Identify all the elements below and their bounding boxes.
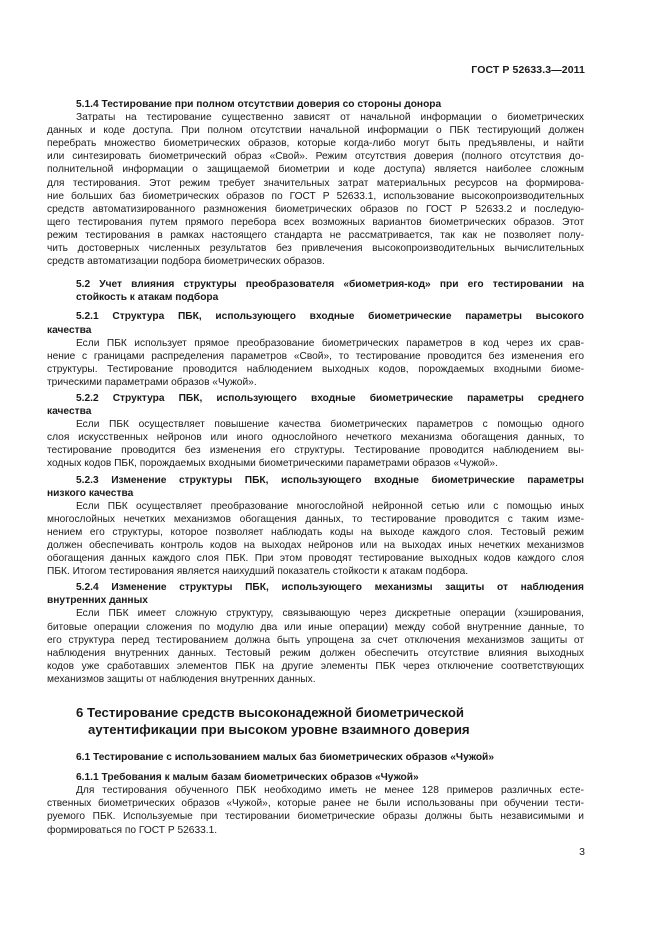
section-heading — [47, 392, 584, 418]
text-line: должен обеспечивать контроль кодов на выходах нейронов или на выходах иных нечетких механизмов — [47, 540, 584, 551]
text-line: средств автоматизированного размножения биометрических образов по ГОСТ Р 52633.2 и последую- — [47, 203, 584, 215]
section-body — [47, 607, 584, 686]
text-line: обогащения данных каждого слоя ПБК. При этом проводят тестирование выходных кодов каждого слоя — [47, 553, 584, 565]
document-header: ГОСТ Р 52633.3—2011 — [471, 64, 585, 76]
section-6-1 — [76, 751, 584, 764]
text-line: средств автоматизации подбора биометрических образов. — [47, 256, 325, 268]
section-heading: 5.1.4 Тестирование при полном отсутствии доверия со стороны донора — [76, 99, 442, 110]
section-5-2-4 — [47, 581, 584, 686]
section-6-1-1 — [47, 771, 584, 836]
section-6 — [76, 705, 584, 738]
text-line: режим тестирования в рамках настоящего стандарта не рассматривается, так как не позволяет полу- — [47, 229, 584, 241]
text-line: нением его структуры, которое позволяет наблюдать коды на выходе каждого слоя. Тестовый режим — [47, 526, 584, 538]
section-body — [47, 337, 584, 389]
section-body — [47, 418, 584, 470]
text-line: для тестирования. Этот режим требует значительных затрат материальных ресурсов на формирова- — [47, 177, 584, 189]
section-heading — [76, 771, 584, 784]
section-5-2 — [76, 278, 584, 304]
text-line: наблюдения внутренних данных. Тестовый режим должен обеспечить отсутствие влияния выходных — [47, 647, 584, 659]
text-line: ходных кодов ПБК, порождаемых входными биометрическими параметрами образов «Чужой». — [47, 458, 498, 470]
heading-line: 5.2.2 Структура ПБК, использующего входные биометрические параметры среднего — [76, 392, 584, 404]
section-5-1-4 — [47, 98, 584, 268]
text-line: Для тестирования обученного ПБК необходимо иметь не менее 128 примеров различных есте- — [76, 785, 584, 797]
heading-line: низкого качества — [47, 487, 134, 499]
text-line: Затраты на тестирование существенно зависят от начальной информации о биометрических — [76, 112, 584, 124]
text-line: руемого ПБК. Используемые при тестировании биометрические образы должны быть независимыми и — [47, 811, 584, 823]
section-heading — [76, 278, 584, 304]
text-line: ПБК. Итогом тестирования является наихудший показатель стойкости к атакам подбора. — [47, 566, 469, 578]
text-line: Если ПБК использует прямое преобразование биометрических параметров в код через их срав- — [76, 337, 584, 349]
text-line: или синтезировать биометрический образ «Свой». Режим отсутствия доверия (полного отсутствия до- — [47, 151, 584, 163]
section-5-2-2 — [47, 392, 584, 471]
heading-line: качества — [47, 406, 92, 418]
text-line: щего тестирования путем прямого перебора всех возможных вариантов биометрических образов. Этот — [47, 216, 584, 228]
heading-line: качества — [47, 324, 92, 336]
heading-line: 5.2 Учет влияния структуры преобразователя «биометрия-код» при его тестировании на — [76, 279, 584, 291]
page-number: 3 — [579, 846, 585, 858]
text-line: Если ПБК осуществляет повышение качества биометрических параметров с помощью одного — [76, 419, 584, 431]
document-content — [47, 98, 584, 837]
text-line: трическими параметрами образов «Чужой». — [47, 376, 257, 388]
heading-line: внутренних данных — [47, 595, 148, 607]
heading-line: 6.1 Тестирование с использованием малых баз биометрических образов «Чужой» — [76, 752, 494, 764]
heading-line: стойкость к атакам подбора — [76, 292, 219, 304]
heading-line: 5.2.1 Структура ПБК, использующего входные биометрические параметры высокого — [76, 311, 584, 323]
text-line: механизмов защиты от наблюдения внутренних данных. — [47, 673, 316, 685]
section-heading — [47, 310, 584, 336]
heading-line: 5.2.3 Изменение структуры ПБК, использующего входные биометрические параметры — [76, 474, 584, 486]
chapter-heading — [76, 705, 584, 738]
text-line: его структура перед тестированием должна быть упрощена за счет отключения механизмов защиты от — [47, 634, 584, 646]
text-line: полнительной информации о защищаемой биометрии и коде доступа) является наиболее сложным — [47, 164, 584, 176]
text-line: слоя искусственных нейронов или иного однослойного нечеткого механизма обогащения данных, то — [47, 432, 584, 444]
section-body — [47, 111, 584, 268]
heading-line: 6.1.1 Требования к малым базам биометрических образов «Чужой» — [76, 772, 419, 784]
text-line: многослойных нечетких механизмов обогащения данных, то тестирование проводится с таким изме- — [47, 513, 584, 525]
section-5-2-3 — [47, 474, 584, 579]
section-heading — [76, 751, 584, 764]
section-body — [47, 784, 584, 836]
text-line: формироваться по ГОСТ Р 52633.1. — [47, 824, 218, 836]
text-line: Если ПБК имеет сложную структуру, связывающую через дискретные операции (хэширования, — [76, 608, 584, 620]
heading-line: 6 Тестирование средств высоконадежной биометрической — [76, 705, 465, 721]
section-heading — [47, 474, 584, 500]
text-line: ственных биометрических образов «Чужой», которые ранее не были использованы при обучении тести- — [47, 798, 584, 810]
text-line: битовые операции сложения по модулю два или иные операции) между собой внутренние данные, то — [47, 621, 584, 633]
text-line: нение с границами распределения параметров «Свой», то тестирование проводится без изменения его — [47, 350, 584, 362]
heading-line: 5.2.4 Изменение структуры ПБК, использующего механизмы защиты от наблюдения — [76, 582, 584, 594]
text-line: чить достоверных численных результатов без привлечения высокопроизводительных вычислительных — [47, 243, 584, 255]
text-line: кодов уже сработавших элементов ПБК на другие элементы ПБК через отключение соответствующих — [47, 660, 584, 672]
text-line: перебрать множество биометрических образов, которые когда-либо могут быть предъявлены, и найти — [47, 138, 584, 150]
section-5-2-1 — [47, 310, 584, 389]
text-line: данных и коде доступа. При полном отсутствии начальной информации о ПБК тестирующий должен — [47, 125, 584, 137]
text-line: Если ПБК осуществляет преобразование многослойной нейронной сетью или с помощью иных — [76, 500, 584, 512]
text-line: структуры. Тестирование проводится наблюдением выходных кодов, порождаемых входными биоме- — [47, 363, 584, 375]
text-line: тестирование проводится без изменения его структуры. Тестирование проводится наблюдением вы- — [47, 445, 584, 457]
section-body — [47, 500, 584, 579]
section-heading — [47, 581, 584, 607]
heading-line: аутентификации при высоком уровне взаимного доверия — [88, 721, 470, 737]
text-line: ние больших баз биометрических образов по ГОСТ Р 52633.1, использование высокопроизводительных — [47, 190, 584, 202]
